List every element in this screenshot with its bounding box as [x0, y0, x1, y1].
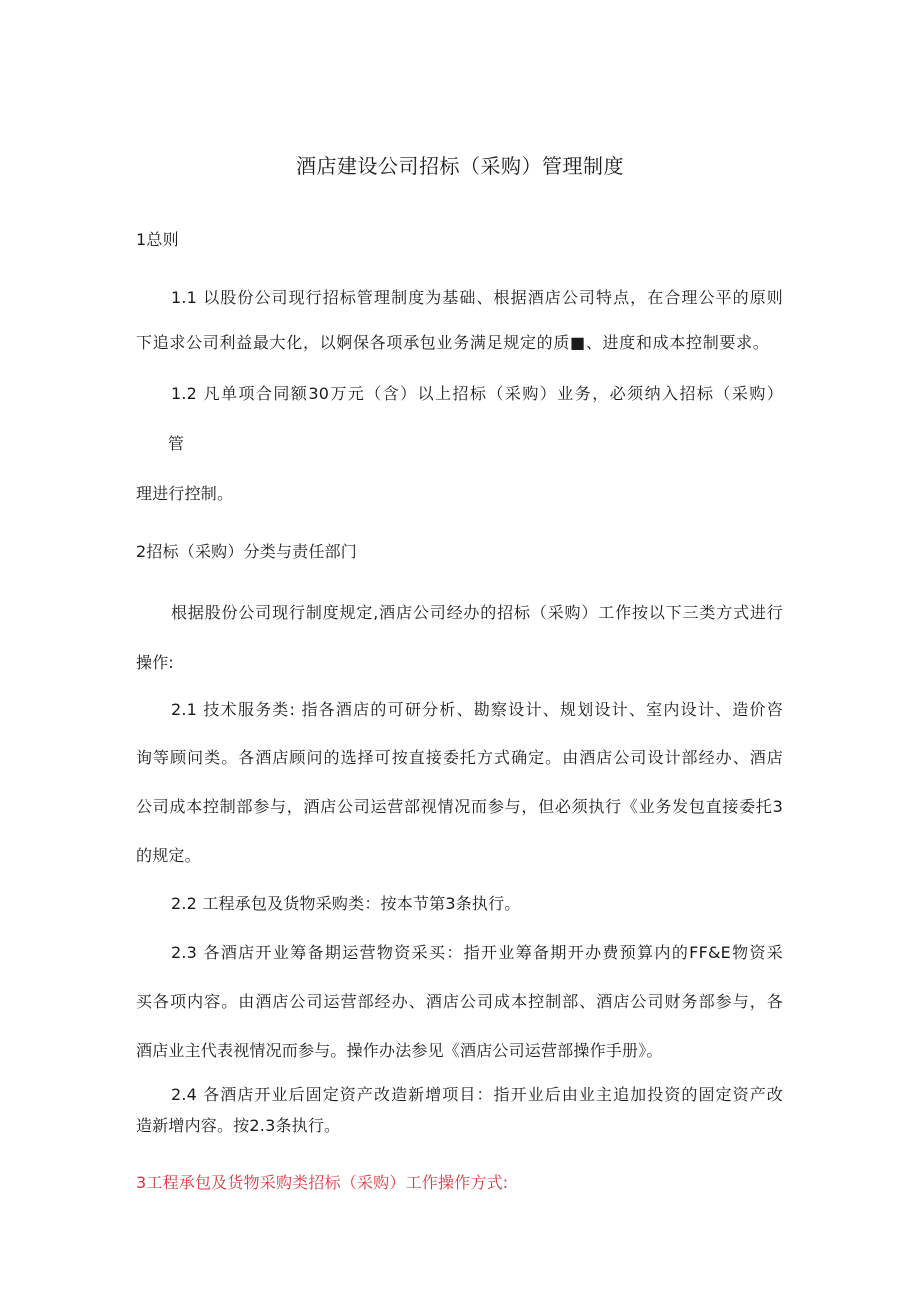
paragraph-2-1-line-2: 询等顾问类。各酒店顾问的选择可按直接委托方式确定。由酒店公司设计部经办、酒店 [136, 748, 783, 767]
paragraph-1-2-line-3: 理进行控制。 [136, 484, 234, 503]
section-2-intro-line-1: 根据股份公司现行制度规定,酒店公司经办的招标（采购）工作按以下三类方式进行 [171, 603, 783, 622]
paragraph-2-1-line-1: 2.1 技术服务类: 指各酒店的可研分析、勘察设计、规划设计、室内设计、造价咨 [171, 700, 783, 719]
section-3-heading: 3工程承包及货物采购类招标（采购）工作操作方式: [136, 1173, 509, 1192]
paragraph-2-1-line-4: 的规定。 [136, 846, 201, 865]
paragraph-1-2-line-2: 管 [168, 434, 185, 453]
paragraph-2-2-line-1: 2.2 工程承包及货物采购类：按本节第3条执行。 [171, 894, 521, 913]
paragraph-2-4-line-1: 2.4 各酒店开业后固定资产改造新增项目：指开业后由业主追加投资的固定资产改 [171, 1085, 783, 1104]
paragraph-2-1-line-3: 公司成本控制部参与，酒店公司运营部视情况而参与，但必须执行《业务发包直接委托3 [136, 797, 783, 816]
section-1-heading: 1总则 [136, 230, 179, 249]
document-title: 酒店建设公司招标（采购）管理制度 [296, 154, 624, 178]
paragraph-1-1-line-2: 下追求公司利益最大化，以婀保各项承包业务满足规定的质■、进度和成本控制要求。 [136, 333, 769, 352]
section-2-heading: 2招标（采购）分类与责任部门 [136, 542, 357, 561]
paragraph-1-1-line-1: 1.1 以股份公司现行招标管理制度为基础、根据酒店公司特点，在合理公平的原则 [171, 288, 783, 307]
paragraph-2-3-line-2: 买各项内容。由酒店公司运营部经办、酒店公司成本控制部、酒店公司财务部参与，各 [136, 992, 783, 1011]
paragraph-2-4-line-2: 造新增内容。按2.3条执行。 [136, 1116, 341, 1135]
section-2-intro-line-2: 操作: [136, 653, 174, 672]
paragraph-2-3-line-1: 2.3 各酒店开业筹备期运营物资采买：指开业筹备期开办费预算内的FF&E物资采 [171, 943, 783, 962]
paragraph-2-3-line-3: 酒店业主代表视情况而参与。操作办法参见《酒店公司运营部操作手册》。 [136, 1041, 663, 1060]
paragraph-1-2-line-1: 1.2 凡单项合同额30万元（含）以上招标（采购）业务，必须纳入招标（采购） [171, 384, 783, 403]
